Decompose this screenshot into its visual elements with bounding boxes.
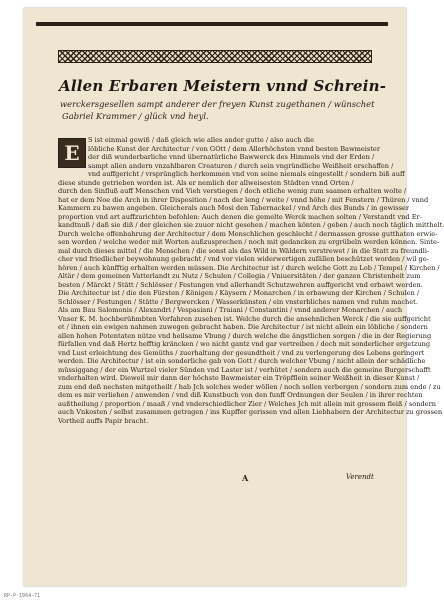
body-line: vnd Lust erleichtung des Gemüths / zuerhaltung der gesundtheit / vnd zu verlengerung des Lebens geringert: [58, 348, 425, 357]
body-line: müssiggang / der ein Wurtzel vieler Sünden vnd Laster ist / verhütet / sondern auch die gemeine Burgerschafft: [58, 365, 431, 374]
body-line: kandtnuß / daß sie diß / der gleichen sie zuuor nicht gesehen / machen könten / geben / auch noch täglich mitthelt.: [58, 221, 444, 229]
body-line: hat er dem Noe die Arch in ihrer Disposition / nach der leng / weite / vnnd höhe / mit Fenstern / Thüren / vnnd: [58, 195, 429, 204]
body-line: S ist einmal gewiß / daß gleich wie alles ander gutte / also auch die: [88, 136, 315, 144]
body-line: diese stunde getrieben worden ist. Als er nemlich der allweisesten Städten vnnd Orten /: [58, 178, 354, 187]
ornamental-band: [58, 50, 372, 63]
body-text: [58, 136, 444, 454]
top-border-strip: [36, 22, 388, 26]
body-line: fürfallen vnd daß Hertz hefftig kräncken / wo nicht gantz vnd gar vertreiben / doch mit sonderlicher ergetzung: [58, 340, 431, 348]
body-line: mal durch dieses mittel / die Menschen / die sonst als das Wild in Wäldern verstrewet / in die Statt zu freundli-: [58, 246, 430, 255]
body-line: außtheilung / proportion / maaß / vnd vnderschiedlicher Zier / Welches Jch mit allein mit grossem fleiß / sondern: [58, 399, 436, 408]
body-line: vnd auffgericht / vrsprünglich herkommen vnd von seine niemals eingestellt / sondern biß auff: [88, 170, 405, 178]
subtitle-line-1: werckersgesellen sampt anderer der freyen Kunst zugethanen / wünschet: [60, 99, 375, 109]
body-line: Kammern zu bawen angeben. Gleicherals auch Mosi den Tabernackel / vnd Arch des Bunds / in gewisser: [58, 204, 410, 212]
body-line: auch Vnkosten / selbst zusammen getragen / ins Kupffer gerissen vnd allen Liebhabern der Architectur zu grossen: [58, 408, 443, 416]
body-line: besten / Märckt / Stätt / Schlösser / Festungen vnd allerhandt Schutzwehren auffgericht vnd erbawt werden.: [58, 280, 423, 289]
body-line: Schlösser / Festungen / Stätte / Bergwercken / Wasserkünsten / ein vnsterbliches namen vnd ruhm machet.: [58, 297, 418, 306]
body-line: löbliche Kunst der Architectur / von GOtt / dem Allerhöchsten vnnd besten Bawmeister: [88, 144, 380, 153]
signature-mark: A: [242, 473, 249, 483]
body-line: sen worden / welche weder mit Worten außzusprechen / noch mit gedancken zu ergrübeln werden können. Sinte-: [58, 238, 440, 246]
body-line: allen hohen Potentaten nütze vnd heilsame Vbung / durch welche die ängstlichen sorgen / die in der Regierung: [58, 331, 432, 340]
body-line: Vnser K. M. hochberühmbten Vorfahren zusehen ist. Welche durch die ansehnlichen Werck / die sie auffgericht: [58, 314, 431, 323]
body-line: cher vnd friedlicher beywohnung gebracht / vnd vor vielen widerwertigen zufällen beschützet worden / wil ge-: [58, 255, 429, 263]
body-line: werden. Die Architectur / ist ein sonderliche gab von Gott / durch welcher Vbung / nicht allein der schädliche: [58, 357, 426, 365]
decorated-initial: E: [58, 138, 86, 168]
page-title: Allen Erbaren Meistern vnnd Schrein-: [59, 77, 387, 95]
body-line: vnderhalten wird. Dieweil mir dann der höchste Bawmeister ein Tröpfflein seiner Weißheit in dieser Kunst /: [58, 374, 420, 382]
body-line: durch den Sinfluß auff Menschen vnd Vieh verstiegen / doch etliche wenig zum saamen erhalten wolte /: [58, 187, 407, 195]
margin-note: RP-P-1964-71: [4, 593, 41, 599]
body-line: Altär / dem gemeinen Vatterlandt zu Nutz / Schulen / Collegia / Vniuersitäten / der ganzen Christenheit zum: [58, 272, 421, 280]
body-line: Als am Bau Salomonis / Alexandri / Vespasiani / Traiani / Constantini / vnnd anderer Monarchen / auch: [58, 306, 403, 314]
body-line: hören / auch künfftig erhalten werden müssen. Die Architectur ist / durch welche Gott zu Lob / Tempel / Kirchen /: [58, 263, 440, 272]
body-line: sampt allen andern vnzahlbaren Creaturen / durch sein vngründliche Weißheit erschaffen /: [88, 161, 394, 170]
body-line: Durch welche offenbahrung der Architectur / dem Menschlichen geschlecht / dermassen grosse gutthaten erwie-: [58, 229, 438, 238]
body-line: et / ihnen ein ewigen nahmen zuwegen gebracht haben. Die Architectur / ist nicht allein ein löbliche / sondern: [58, 323, 428, 331]
body-line: Vortheil auffs Papir bracht.: [58, 416, 149, 425]
body-line: dem es mir verliehen / anwenden / vnd diß Kunstbuch von den funff Ordnungen der Seulen / in ihrer rechten: [58, 391, 423, 399]
catchword: Verendt: [346, 473, 374, 481]
body-line: Die Architectur ist / die den Fürsten / Königen / Käysern / Monarchen / in erbawung der Kirchen / Schulen /: [58, 289, 420, 297]
subtitle-line-2: Gabriel Krammer / glück vnd heyl.: [62, 111, 209, 121]
body-line: zum end deß nechsten mitgetheilt / hab Jch solches weder wöllen / noch sollen verbergen / sondern zum ende / zu: [58, 382, 441, 391]
body-line: proportion vnd art auffzurichten befohlen: Auch denen die gemelte Werck machen solten / Verstandt vnd Er-: [58, 212, 422, 221]
body-line: der diß wunderbarliche vnnd übernatürliche Bawwerck des Himmels vnd der Erden /: [88, 153, 375, 161]
